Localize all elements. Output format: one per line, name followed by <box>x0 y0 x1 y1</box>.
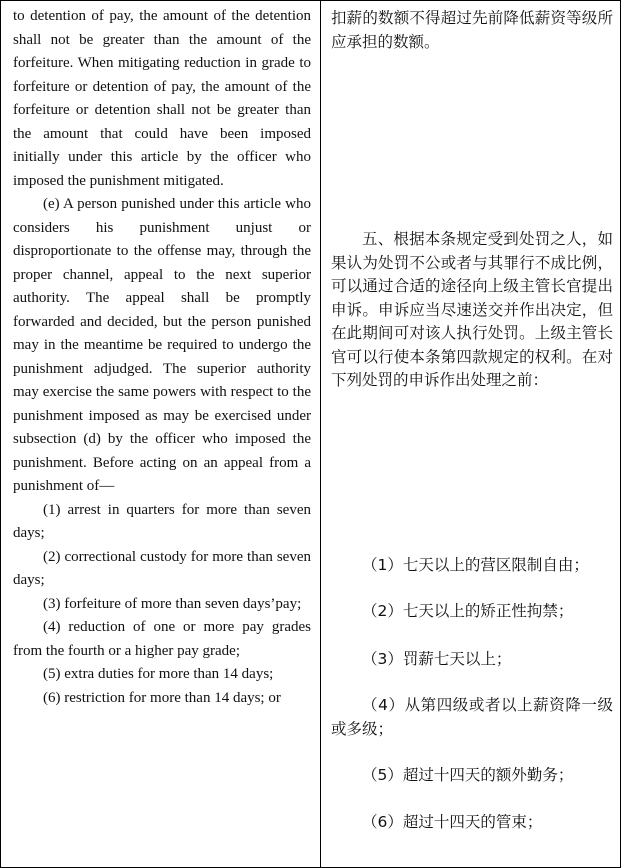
cn-paragraph-continuation-text: 扣薪的数额不得超过先前降低薪资等级所应承担的数额。 <box>331 9 613 51</box>
cn-item-1 <box>331 554 613 578</box>
cn-paragraph-5-text: 五、根据本条规定受到处罚之人，如果认为处罚不公或者与其罪行不成比例，可以通过合适的途径向上级主管长官提出申诉。申诉应当尽速送交并作出决定，但在此期间可对该人执行处罚。上级主管长官可以行使本条第四款规定的权利。在对下列处罚的申诉作出处理之前： <box>331 230 613 389</box>
cn-item-2-text: （2）七天以上的矫正性拘禁； <box>362 602 574 620</box>
cn-item-3 <box>331 648 613 672</box>
cn-item-5 <box>331 764 613 788</box>
column-divider <box>320 1 321 867</box>
en-item-4: (4) reduction of one or more pay grades from the fourth or a higher pay grade; <box>13 619 311 659</box>
cn-item-4-text: （4）从第四级或者以上薪资降一级或多级； <box>331 696 613 738</box>
cn-item-3-text: （3）罚薪七天以上； <box>362 650 512 668</box>
cn-item-6 <box>331 811 613 835</box>
cn-item-4 <box>331 694 613 741</box>
cn-item-5-text: （5）超过十四天的额外勤务； <box>362 766 574 784</box>
en-item-3: (3) forfeiture of more than seven days’pay; <box>43 595 302 612</box>
cn-item-1-text: （1）七天以上的营区限制自由； <box>362 556 589 574</box>
en-item-2: (2) correctional custody for more than seven days; <box>13 548 311 588</box>
cn-item-2 <box>331 600 613 624</box>
english-column <box>13 5 311 710</box>
en-item-6: (6) restriction for more than 14 days; or <box>43 689 281 706</box>
en-paragraph-continuation: to detention of pay, the amount of the detention shall not be greater than the amount of the forfeiture. When mitigating reduction in grade to forfeiture or detention of pay, the amount of the forfeiture or detention shall not be greater than the amount that could have been imposed initially under this article by the officer who imposed the punishment mitigated. <box>13 8 311 189</box>
en-item-1: (1) arrest in quarters for more than seven days; <box>13 501 311 541</box>
cn-item-6-text: （6）超过十四天的管束； <box>362 813 543 831</box>
cn-paragraph-5 <box>331 228 613 393</box>
en-paragraph-e: (e) A person punished under this article who considers his punishment unjust or disproportionate to the offense may, through the proper channel, appeal to the next superior authority. The appeal shall be promptly forwarded and decided, but the person punished may in the meantime be required to undergo the punishment adjudged. The superior authority may exercise the same powers with respect to the punishment imposed as may be exercised under subsection (d) by the officer who imposed the punishment. Before acting on an appeal from a punishment of— <box>13 196 311 494</box>
en-item-5: (5) extra duties for more than 14 days; <box>43 666 274 682</box>
cn-paragraph-continuation <box>331 7 613 54</box>
